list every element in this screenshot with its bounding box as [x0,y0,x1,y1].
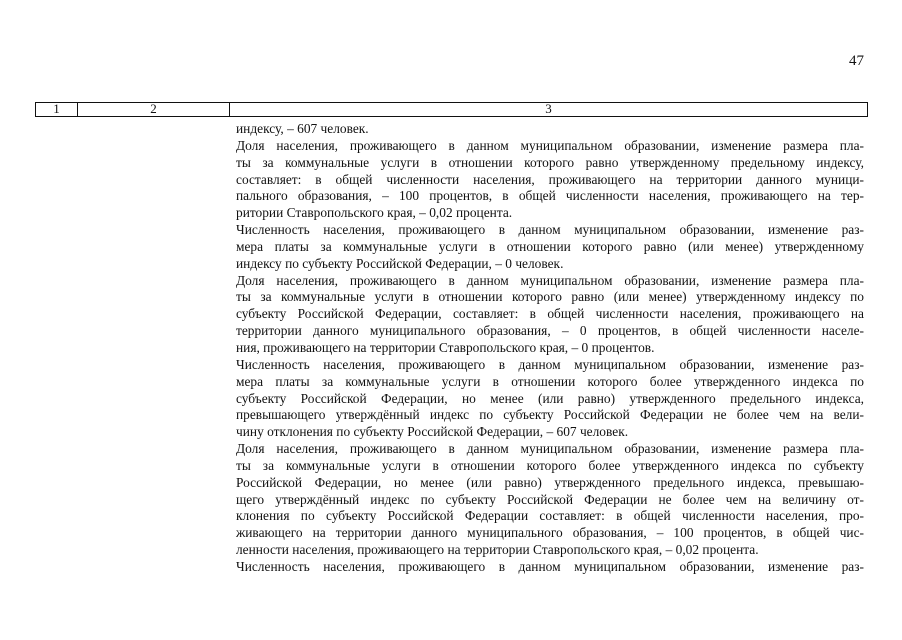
text-line: клонения по субъекту Российской Федерации составляет: в общей численности населения, про- [236,508,864,524]
page-number: 47 [849,53,864,69]
text-line: ленности населения, проживающего на территории Ставропольского края, – 0,02 процента. [236,542,759,558]
text-line: ния, проживающего на территории Ставропольского края, – 0 процентов. [236,339,655,355]
text-line: мера платы за коммунальные услуги в отношении которого более утвержденного индекса по [236,373,864,389]
text-line: живающего на территории данного муниципального образования, – 100 процентов, в общей чис- [236,525,864,541]
text-line: территории данного муниципального образования, – 0 процентов, в общей численности населе- [236,323,864,339]
table-header-col-1: 1 [36,103,78,116]
text-line: Доля населения, проживающего в данном муниципальном образовании, изменение размера пла- [236,441,864,457]
text-line: щего утверждённый индекс по субъекту Российской Федерации не более чем на величину от- [236,491,864,507]
table-header-col-2: 2 [78,103,230,116]
text-line: субъекту Российской Федерации, но менее (или равно) утвержденного предельного индекса, [236,390,864,406]
text-line: Доля населения, проживающего в данном муниципальном образовании, изменение размера пла- [236,137,864,153]
text-line: Численность населения, проживающего в данном муниципальном образовании, изменение раз- [236,356,864,372]
text-line: индексу, – 607 человек. [236,121,369,136]
text-line: Российской Федерации, но менее (или равно) утвержденного предельного индекса, превышаю- [236,474,864,490]
text-line: Доля населения, проживающего в данном муниципальном образовании, изменение размера пла- [236,272,864,288]
text-line: Численность населения, проживающего в данном муниципальном образовании, изменение раз- [236,222,864,238]
text-line: мера платы за коммунальные услуги в отношении которого равно (или менее) утвержденному [236,238,864,254]
text-line: индексу по субъекту Российской Федерации, – 0 человек. [236,255,564,271]
text-line: ты за коммунальные услуги в отношении которого более утвержденного индекса по субъекту [236,457,864,473]
text-line: ритории Ставропольского края, – 0,02 процента. [236,205,513,221]
text-line: ты за коммунальные услуги в отношении которого равно утвержденному предельному индексу, [236,154,864,170]
document-body-text [236,121,864,576]
text-line: чину отклонения по субъекту Российской Федерации, – 607 человек. [236,424,629,440]
text-line: ты за коммунальные услуги в отношении которого равно (или менее) утвержденному индексу по [236,289,864,305]
text-line: субъекту Российской Федерации, составляет: в общей численности населения, проживающего на [236,306,864,322]
text-line: пального образования, – 100 процентов, в общей численности населения, проживающего на тер- [236,188,864,204]
text-line: составляет: в общей численности населения, проживающего на территории данного муници- [236,171,864,187]
text-line: превышающего утверждённый индекс по субъекту Российской Федерации не более чем на вели- [236,407,864,423]
table-header-row [35,102,868,117]
text-line: Численность населения, проживающего в данном муниципальном образовании, изменение раз- [236,558,864,574]
table-header-col-3: 3 [545,103,552,116]
